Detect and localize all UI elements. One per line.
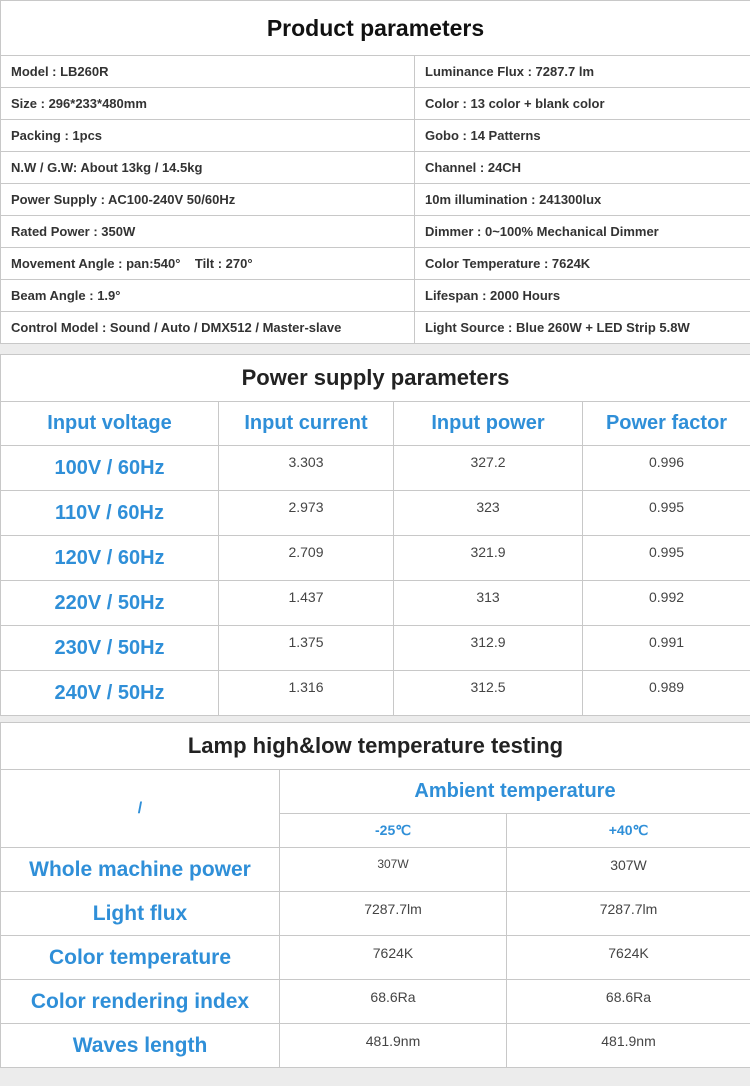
table-row <box>1 848 750 892</box>
corner-cell: / <box>1 770 280 848</box>
param-cell: Light Source : Blue 260W + LED Strip 5.8W <box>415 312 750 344</box>
param-cell: Color Temperature : 7624K <box>415 248 750 280</box>
current-value: 1.437 <box>219 581 394 626</box>
table-row <box>1 980 750 1024</box>
low-temp-value: 68.6Ra <box>280 980 507 1024</box>
table-row <box>1 936 750 980</box>
table-row <box>1 248 750 280</box>
power-supply-title: Power supply parameters <box>1 355 750 402</box>
power-factor-value: 0.995 <box>583 536 750 581</box>
table-row <box>1 88 750 120</box>
voltage-label: 220V / 50Hz <box>1 581 219 626</box>
row-label: Color rendering index <box>1 980 280 1024</box>
table-row <box>1 671 750 716</box>
table-header-row <box>1 402 750 446</box>
column-header: Input voltage <box>1 402 219 446</box>
param-cell: Lifespan : 2000 Hours <box>415 280 750 312</box>
table-row <box>1 312 750 344</box>
low-temp-value: 7287.7lm <box>280 892 507 936</box>
power-factor-value: 0.991 <box>583 626 750 671</box>
param-cell: Movement Angle : pan:540° Tilt : 270° <box>1 248 415 280</box>
high-temp-value: 7624K <box>507 936 750 980</box>
power-value: 327.2 <box>394 446 583 491</box>
current-value: 1.316 <box>219 671 394 716</box>
param-cell: N.W / G.W: About 13kg / 14.5kg <box>1 152 415 184</box>
param-cell: Luminance Flux : 7287.7 lm <box>415 56 750 88</box>
table-row <box>1 892 750 936</box>
voltage-label: 230V / 50Hz <box>1 626 219 671</box>
power-value: 312.5 <box>394 671 583 716</box>
param-cell: Rated Power : 350W <box>1 216 415 248</box>
param-cell: Channel : 24CH <box>415 152 750 184</box>
current-value: 3.303 <box>219 446 394 491</box>
product-parameters-table <box>0 0 750 344</box>
table-row <box>1 152 750 184</box>
current-value: 2.973 <box>219 491 394 536</box>
row-label: Light flux <box>1 892 280 936</box>
table-row <box>1 581 750 626</box>
current-value: 2.709 <box>219 536 394 581</box>
column-header: Input current <box>219 402 394 446</box>
column-header: Power factor <box>583 402 750 446</box>
table-row <box>1 626 750 671</box>
power-value: 323 <box>394 491 583 536</box>
power-value: 312.9 <box>394 626 583 671</box>
param-cell: Color : 13 color + blank color <box>415 88 750 120</box>
table-row <box>1 491 750 536</box>
power-value: 313 <box>394 581 583 626</box>
table-row <box>1 1024 750 1068</box>
param-cell: Beam Angle : 1.9° <box>1 280 415 312</box>
product-parameters-title: Product parameters <box>1 1 750 56</box>
row-label: Color temperature <box>1 936 280 980</box>
column-header: -25℃ <box>280 814 507 848</box>
table-row <box>1 56 750 88</box>
table-row <box>1 280 750 312</box>
temperature-testing-table <box>0 722 750 1068</box>
table-row <box>1 184 750 216</box>
table-row <box>1 216 750 248</box>
column-header: +40℃ <box>507 814 750 848</box>
low-temp-value: 7624K <box>280 936 507 980</box>
param-cell: Dimmer : 0~100% Mechanical Dimmer <box>415 216 750 248</box>
row-label: Whole machine power <box>1 848 280 892</box>
temperature-testing-title: Lamp high&low temperature testing <box>1 723 750 770</box>
high-temp-value: 481.9nm <box>507 1024 750 1068</box>
table-row <box>1 536 750 581</box>
voltage-label: 240V / 50Hz <box>1 671 219 716</box>
power-factor-value: 0.996 <box>583 446 750 491</box>
voltage-label: 110V / 60Hz <box>1 491 219 536</box>
high-temp-value: 307W <box>507 848 750 892</box>
power-supply-table <box>0 354 750 716</box>
param-cell: 10m illumination : 241300lux <box>415 184 750 216</box>
param-cell: Size : 296*233*480mm <box>1 88 415 120</box>
param-cell: Control Model : Sound / Auto / DMX512 / Master-slave <box>1 312 415 344</box>
column-header: Input power <box>394 402 583 446</box>
low-temp-value: 307W <box>280 848 507 892</box>
low-temp-value: 481.9nm <box>280 1024 507 1068</box>
param-cell: Model : LB260R <box>1 56 415 88</box>
voltage-label: 100V / 60Hz <box>1 446 219 491</box>
current-value: 1.375 <box>219 626 394 671</box>
high-temp-value: 68.6Ra <box>507 980 750 1024</box>
power-factor-value: 0.992 <box>583 581 750 626</box>
param-cell: Power Supply : AC100-240V 50/60Hz <box>1 184 415 216</box>
power-factor-value: 0.995 <box>583 491 750 536</box>
high-temp-value: 7287.7lm <box>507 892 750 936</box>
table-row <box>1 446 750 491</box>
row-label: Waves length <box>1 1024 280 1068</box>
ambient-temperature-header: Ambient temperature <box>280 770 750 814</box>
power-value: 321.9 <box>394 536 583 581</box>
voltage-label: 120V / 60Hz <box>1 536 219 581</box>
table-row <box>1 120 750 152</box>
param-cell: Gobo : 14 Patterns <box>415 120 750 152</box>
param-cell: Packing : 1pcs <box>1 120 415 152</box>
power-factor-value: 0.989 <box>583 671 750 716</box>
